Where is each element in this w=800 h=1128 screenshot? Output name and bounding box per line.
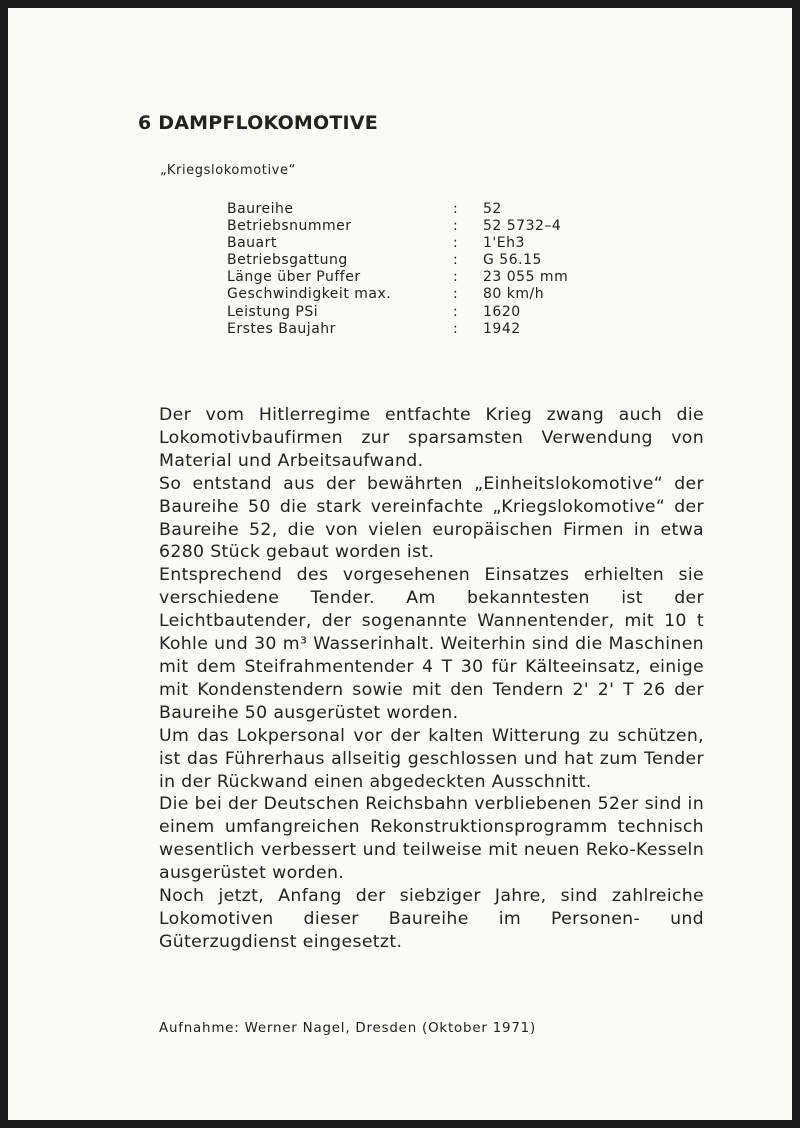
spec-colon: :	[453, 252, 458, 269]
spec-value: 1942	[483, 320, 521, 337]
spec-row	[227, 269, 568, 286]
subtitle: „Kriegslokomotive“	[160, 163, 296, 178]
paragraph: So entstand aus der bewährten „Einheitslokomotive“ der Baureihe 50 die stark vereinfachte „Kriegslokomotive“ der Baureihe 52, die von vielen europäischen Firmen in etwa 6280 Stück gebaut worden ist.	[159, 473, 704, 563]
spec-colon: :	[453, 201, 458, 217]
paragraph: Noch jetzt, Anfang der siebziger Jahre, sind zahlreiche Lokomotiven dieser Baureihe im Personen- und Güterzugdienst eingesetzt.	[159, 886, 704, 952]
spec-row	[227, 286, 568, 303]
body-text	[159, 404, 704, 954]
spec-label: Baureihe	[227, 201, 294, 217]
spec-label: Bauart	[227, 235, 277, 252]
spec-row	[227, 201, 568, 218]
paragraph: Entsprechend des vorgesehenen Einsatzes erhielten sie verschiedene Tender. Am bekanntesten ist der Leichtbautender, der sogenannte Wannentender, mit 10 t Kohle und 30 m³ Wasserinhalt. Weiterhin sind die Maschinen mit dem Steifrahmentender 4 T 30 für Kälteeinsatz, einige mit Kondenstendern sowie mit den Tendern 2' 2' T 26 der Baureihe 50 ausgerüstet worden.	[159, 565, 704, 723]
spec-label: Erstes Baujahr	[227, 320, 336, 337]
spec-row	[227, 235, 568, 252]
photo-credit: Aufnahme: Werner Nagel, Dresden (Oktober 1971)	[159, 1021, 537, 1036]
spec-label: Leistung PSi	[227, 303, 319, 320]
spec-value: 52	[483, 201, 502, 217]
spec-label: Länge über Puffer	[227, 269, 361, 286]
spec-colon: :	[453, 269, 458, 286]
paragraph: Um das Lokpersonal vor der kalten Witterung zu schützen, ist das Führerhaus allseitig geschlossen und hat zum Tender in der Rückwand einen abgedeckten Ausschnitt.	[159, 725, 704, 792]
document-page	[8, 8, 792, 1120]
spec-row	[227, 252, 568, 269]
spec-table	[227, 201, 568, 338]
spec-value: 1620	[483, 303, 521, 320]
spec-colon: :	[453, 320, 458, 337]
paragraph: Der vom Hitlerregime entfachte Krieg zwang auch die Lokomotivbaufirmen zur sparsamsten Verwendung von Material und Arbeitsaufwand.	[159, 405, 704, 471]
spec-row	[227, 304, 568, 321]
spec-value: 52 5732–4	[483, 218, 562, 235]
spec-colon: :	[453, 235, 458, 252]
spec-label: Betriebsnummer	[227, 218, 352, 235]
page-title: 6 DAMPFLOKOMOTIVE	[138, 112, 378, 134]
spec-label: Betriebsgattung	[227, 252, 348, 269]
spec-value: 80 km/h	[483, 286, 545, 303]
spec-row	[227, 321, 568, 338]
paragraph: Die bei der Deutschen Reichsbahn verbliebenen 52er sind in einem umfangreichen Rekonstruktionsprogramm technisch wesentlich verbessert und teilweise mit neuen Reko-Kesseln ausgerüstet worden.	[159, 794, 704, 884]
spec-value: G 56.15	[483, 252, 542, 269]
spec-colon: :	[453, 218, 458, 235]
spec-value: 1'Eh3	[483, 235, 525, 252]
spec-value: 23 055 mm	[483, 269, 569, 286]
spec-colon: :	[453, 286, 458, 303]
spec-colon: :	[453, 303, 458, 320]
spec-row	[227, 218, 568, 235]
spec-label: Geschwindigkeit max.	[227, 286, 392, 303]
